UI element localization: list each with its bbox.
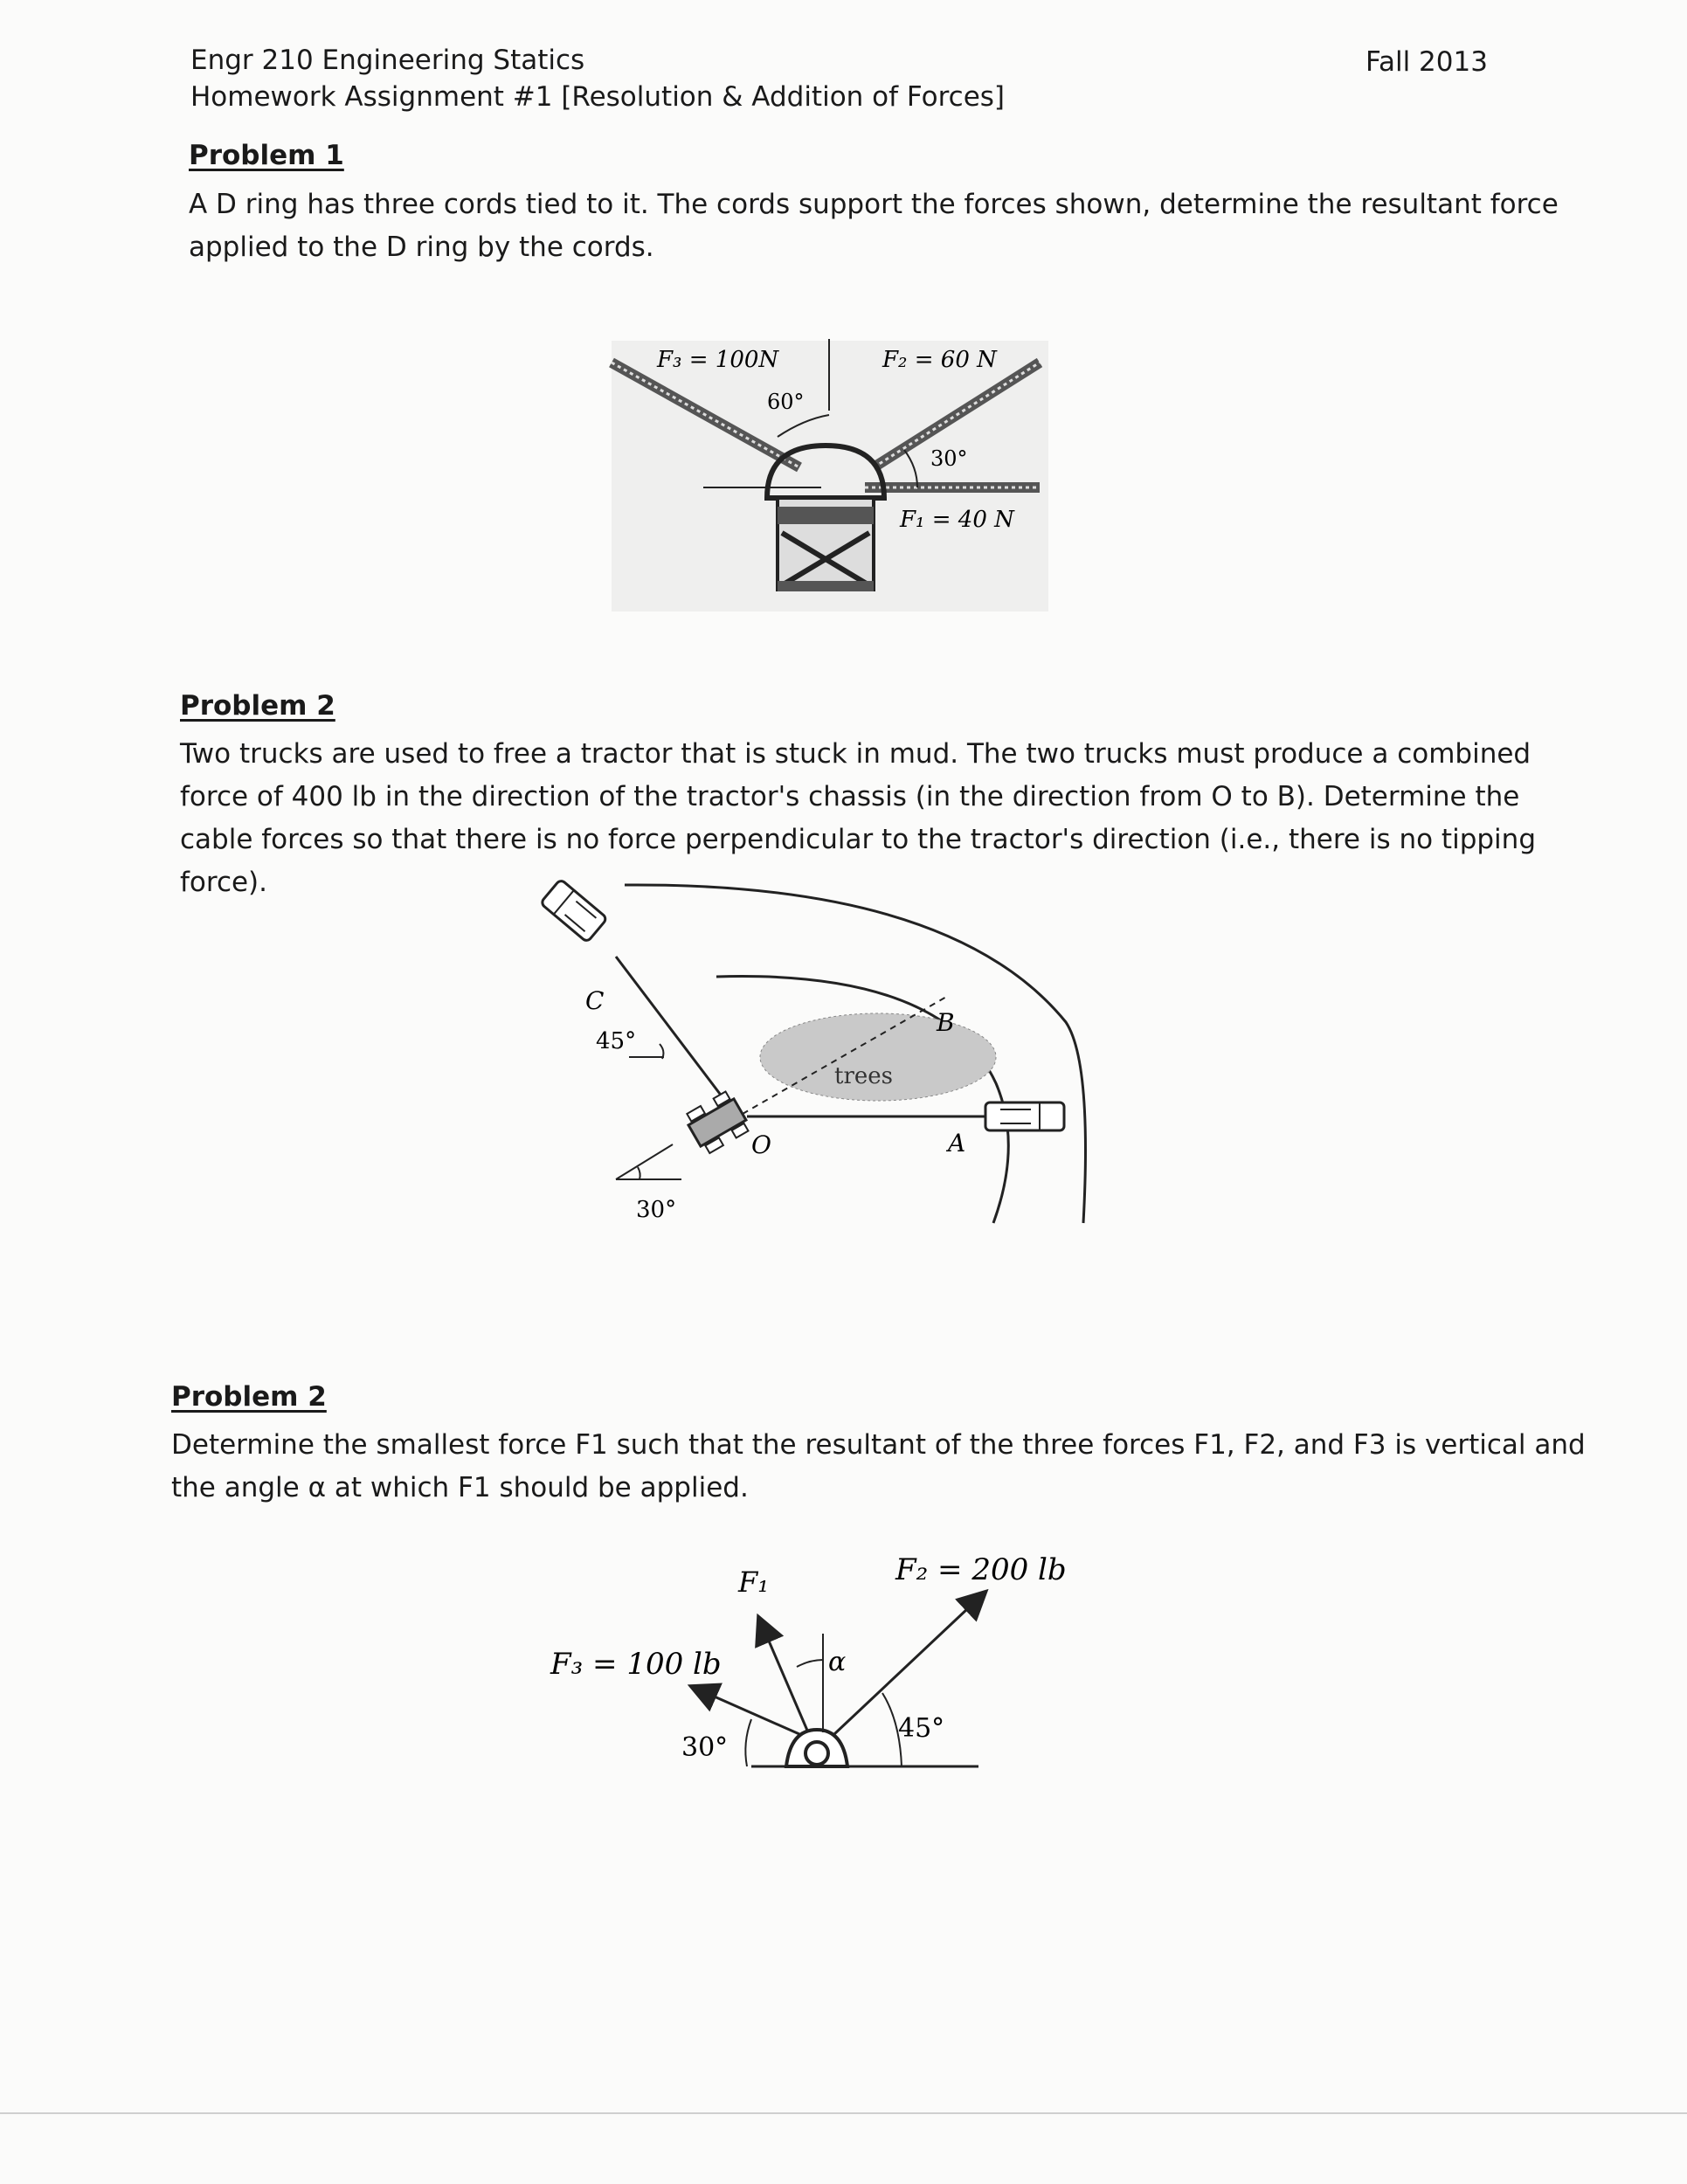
problem-3-text: Determine the smallest force F1 such that the resultant of the three forces F1, F2, and F3 is vertical and the angle α at which F1 should be applied. [171,1429,1586,1503]
tractor [683,1089,751,1155]
problem-3-title: Problem 2 [171,1381,327,1413]
angle-45-label: 45° [898,1713,945,1744]
trees-label: trees [834,1063,893,1089]
angle-30-label: 30° [636,1197,677,1223]
label-o: O [751,1130,771,1159]
angle-30-label: 30° [930,446,968,471]
angle-60-label: 60° [767,390,805,414]
force-f3-arrow [695,1688,799,1734]
problem-1-title: Problem 1 [189,140,344,171]
label-c: C [585,986,605,1015]
label-b: B [937,1008,955,1037]
angle-arc-30 [745,1719,751,1766]
problem-2-title: Problem 2 [180,690,335,722]
f3-label: F₃ = 100 lb [550,1647,722,1682]
problem-1-figure [603,332,1057,620]
alpha-arc [797,1660,823,1667]
alpha-label: α [828,1647,847,1677]
angle-30-label: 30° [681,1732,729,1763]
label-a: A [948,1129,966,1158]
truck-a [985,1102,1064,1130]
term-label: Fall 2013 [1366,46,1488,78]
f2-label: F₂ = 200 lb [895,1552,1067,1587]
angle-45-label: 45° [596,1028,637,1054]
truck-c [540,879,607,943]
problem-2-figure [533,874,1092,1241]
f3-label: F₃ = 100N [657,347,779,373]
problem-2-text: Two trucks are used to free a tractor that is stuck in mud. The two trucks must produce a combined force of 400 lb in the direction of the tractor's chassis (in the direction from O to B). Determine the cable forces so that there is no force perpendicular to the tractor's direction (i.e., there is no tipping force). [180,738,1536,898]
f1-label: F₁ = 40 N [900,507,1014,533]
assignment-title: Homework Assignment #1 [Resolution & Addition of Forces] [190,81,1006,113]
f1-label: F₁ [738,1565,770,1599]
course-title: Engr 210 Engineering Statics [190,45,585,76]
f2-label: F₂ = 60 N [882,347,997,373]
force-f1-arrow [760,1621,808,1732]
problem-1-text: A D ring has three cords tied to it. The cords support the forces shown, determine the resultant force applied to the D ring by the cords. [189,189,1559,263]
problem-3-figure [542,1546,1101,1808]
page-edge-line [0,2112,1687,2114]
